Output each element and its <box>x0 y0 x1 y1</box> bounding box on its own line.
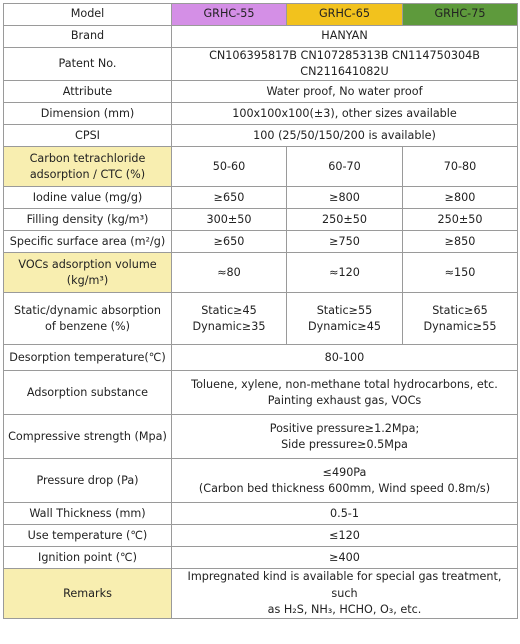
row-value: ≥850 <box>403 231 518 253</box>
table-row <box>4 293 518 345</box>
row-value-line: Dynamic≥45 <box>308 319 381 333</box>
row-value <box>287 293 403 345</box>
table-row <box>4 81 518 103</box>
row-value: ≥400 <box>172 547 518 569</box>
table-row <box>4 48 518 81</box>
row-value-line: Side pressure≥0.5Mpa <box>281 437 408 451</box>
table-row <box>4 345 518 371</box>
row-label: Wall Thickness (mm) <box>4 503 172 525</box>
row-value: CN106395817B CN107285313B CN114750304B CN211641082U <box>172 48 518 81</box>
row-label: Dimension (mm) <box>4 103 172 125</box>
row-label-line: adsorption / CTC (%) <box>29 167 146 181</box>
row-value: 50-60 <box>172 147 287 187</box>
row-label-line: Carbon tetrachloride <box>29 151 146 165</box>
row-value: 250±50 <box>287 209 403 231</box>
row-label-line: VOCs adsorption volume <box>18 257 157 271</box>
model-header-grhc-65: GRHC-65 <box>287 4 403 26</box>
row-value: 250±50 <box>403 209 518 231</box>
row-value: ≥650 <box>172 231 287 253</box>
row-label: Filling density (kg/m³) <box>4 209 172 231</box>
row-value-line: as H₂S, NH₃, HCHO, O₃, etc. <box>267 602 422 616</box>
row-value: ≥800 <box>403 187 518 209</box>
row-label: Ignition point (℃) <box>4 547 172 569</box>
row-value <box>403 293 518 345</box>
table-row <box>4 459 518 503</box>
row-value: 0.5-1 <box>172 503 518 525</box>
table-row <box>4 147 518 187</box>
row-value-line: Toluene, xylene, non-methane total hydrocarbons, etc. <box>191 377 498 391</box>
row-value: 60-70 <box>287 147 403 187</box>
row-value: HANYAN <box>172 26 518 48</box>
spec-table-body <box>4 4 518 619</box>
table-row <box>4 569 518 619</box>
row-value: 300±50 <box>172 209 287 231</box>
row-value: 100 (25/50/150/200 is available) <box>172 125 518 147</box>
table-row <box>4 547 518 569</box>
row-value <box>172 569 518 619</box>
row-label <box>4 147 172 187</box>
row-value: 70-80 <box>403 147 518 187</box>
table-row <box>4 503 518 525</box>
row-value: ≥800 <box>287 187 403 209</box>
row-label: Brand <box>4 26 172 48</box>
row-value-line: Static≥65 <box>432 303 488 317</box>
model-header-grhc-55: GRHC-55 <box>172 4 287 26</box>
row-value: ≈80 <box>172 253 287 293</box>
row-label-line: Static/dynamic absorption <box>14 303 161 317</box>
row-value-line: ≤490Pa <box>322 465 367 479</box>
row-label: Iodine value (mg/g) <box>4 187 172 209</box>
table-row <box>4 26 518 48</box>
row-value <box>172 415 518 459</box>
row-label: Use temperature (℃) <box>4 525 172 547</box>
row-value-line: Positive pressure≥1.2Mpa; <box>269 421 420 435</box>
row-value: ≤120 <box>172 525 518 547</box>
row-value: ≈150 <box>403 253 518 293</box>
row-label: Remarks <box>4 569 172 619</box>
row-label-line: of benzene (%) <box>44 319 131 333</box>
header-row <box>4 4 518 26</box>
model-header-grhc-75: GRHC-75 <box>403 4 518 26</box>
row-value-line: Painting exhaust gas, VOCs <box>267 393 422 407</box>
table-row <box>4 371 518 415</box>
row-value: ≈120 <box>287 253 403 293</box>
table-row <box>4 125 518 147</box>
header-label: Model <box>4 4 172 26</box>
row-value: Water proof, No water proof <box>172 81 518 103</box>
spec-table <box>3 3 518 619</box>
row-value: 80-100 <box>172 345 518 371</box>
row-label: CPSI <box>4 125 172 147</box>
row-label <box>4 293 172 345</box>
row-label: Pressure drop (Pa) <box>4 459 172 503</box>
table-row <box>4 525 518 547</box>
row-label: Adsorption substance <box>4 371 172 415</box>
row-value: ≥750 <box>287 231 403 253</box>
row-label: Specific surface area (m²/g) <box>4 231 172 253</box>
table-row <box>4 231 518 253</box>
table-row <box>4 103 518 125</box>
table-row <box>4 415 518 459</box>
row-value-line: Static≥55 <box>316 303 373 317</box>
row-label <box>4 253 172 293</box>
row-value <box>172 459 518 503</box>
row-value-line: Dynamic≥35 <box>192 319 266 333</box>
row-value-line: Static≥45 <box>201 303 257 317</box>
row-label: Patent No. <box>4 48 172 81</box>
row-value-line: Dynamic≥55 <box>423 319 497 333</box>
row-value <box>172 293 287 345</box>
row-label-line: (kg/m³) <box>66 273 109 287</box>
row-label: Desorption temperature(℃) <box>4 345 172 371</box>
table-row <box>4 187 518 209</box>
row-label: Compressive strength (Mpa) <box>4 415 172 459</box>
row-value: ≥650 <box>172 187 287 209</box>
table-row <box>4 209 518 231</box>
row-value-line: Impregnated kind is available for special gas treatment, such <box>187 570 502 600</box>
row-value: 100x100x100(±3), other sizes available <box>172 103 518 125</box>
row-label: Attribute <box>4 81 172 103</box>
row-value <box>172 371 518 415</box>
table-row <box>4 253 518 293</box>
row-value-line: (Carbon bed thickness 600mm, Wind speed 0.8m/s) <box>198 481 491 495</box>
